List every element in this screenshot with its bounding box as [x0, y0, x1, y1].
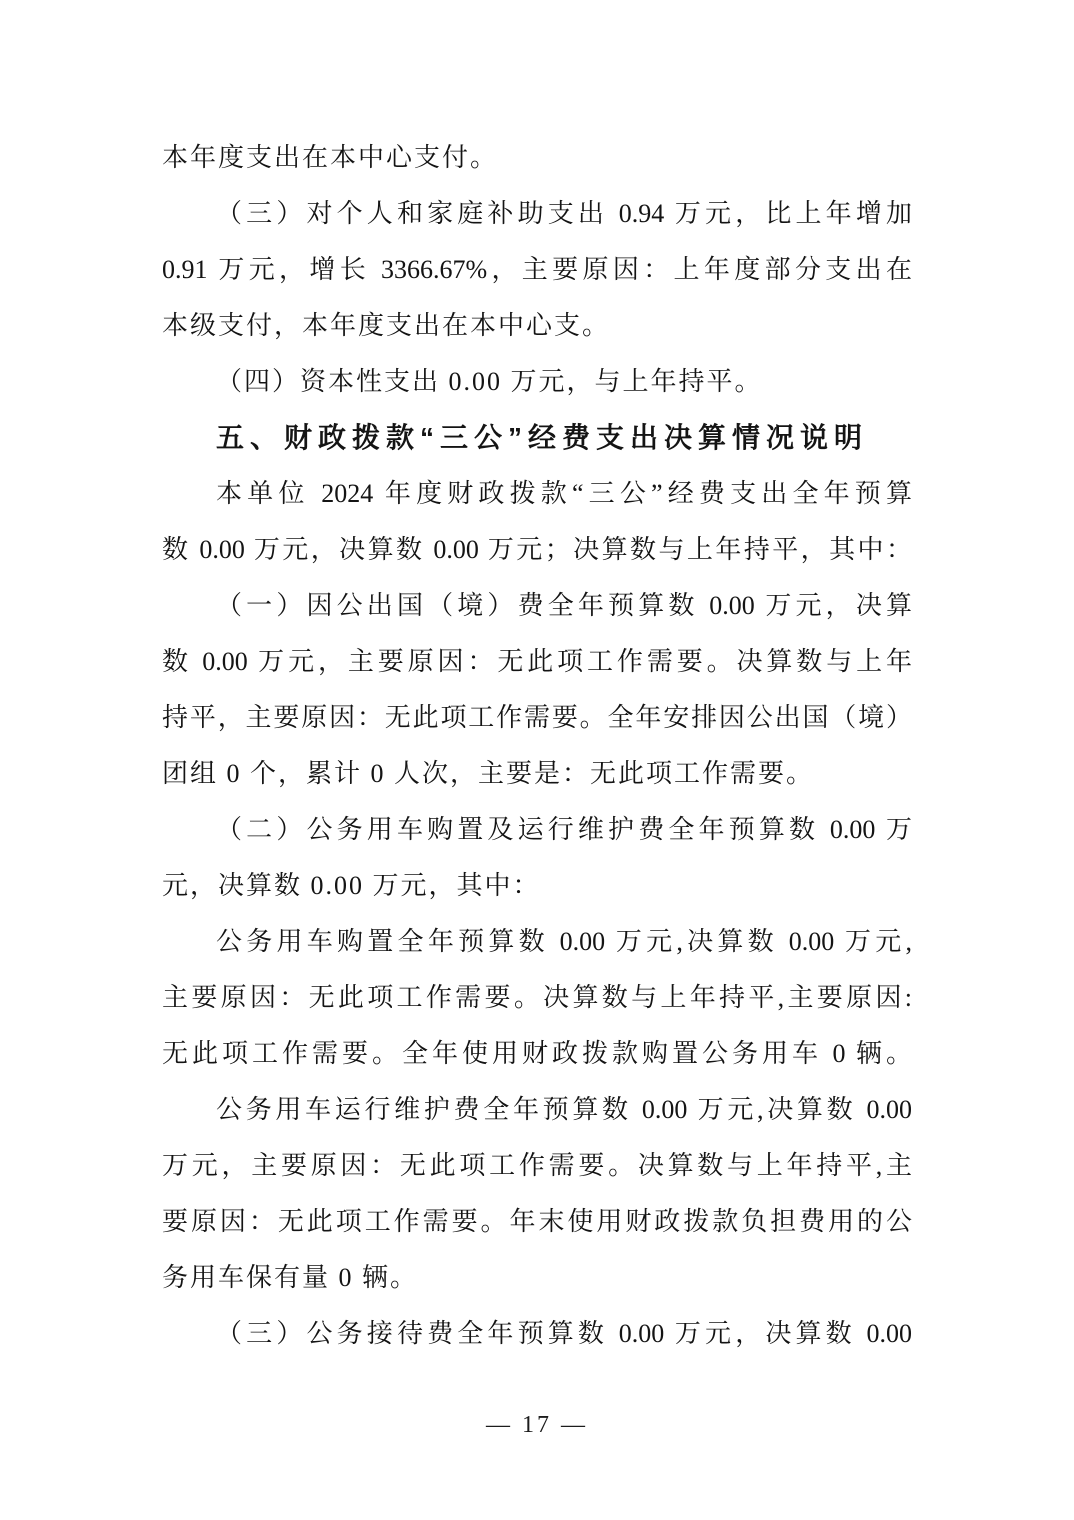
text-line: 主要原因：无此项工作需要。决算数与上年持平,主要原因: [162, 983, 912, 1012]
text-line: （二）公务用车购置及运行维护费全年预算数 0.00 万 [216, 815, 912, 844]
text-line: 本级支付，本年度支出在本中心支。 [162, 311, 611, 340]
text-line: 公务用车运行维护费全年预算数 0.00 万元,决算数 0.00 [216, 1095, 912, 1124]
text-line: 公务用车购置全年预算数 0.00 万元,决算数 0.00 万元, [216, 927, 912, 956]
text-line: 万元，主要原因：无此项工作需要。决算数与上年持平,主 [162, 1151, 912, 1180]
text-line: 无此项工作需要。全年使用财政拨款购置公务用车 0 辆。 [162, 1039, 912, 1068]
text-line: 数 0.00 万元，决算数 0.00 万元；决算数与上年持平，其中： [162, 535, 912, 564]
text-line: 要原因：无此项工作需要。年末使用财政拨款负担费用的公 [162, 1207, 912, 1236]
text-line: 本年度支出在本中心支付。 [162, 143, 499, 172]
text-line: （三）对个人和家庭补助支出 0.94 万元，比上年增加 [216, 199, 912, 228]
text-line: 元，决算数 0.00 万元，其中： [162, 871, 541, 900]
text-line: （三）公务接待费全年预算数 0.00 万元，决算数 0.00 [216, 1319, 912, 1348]
text-line: （四）资本性支出 0.00 万元，与上年持平。 [216, 367, 763, 396]
text-line: 持平，主要原因：无此项工作需要。全年安排因公出国（境） [162, 703, 912, 732]
page-number: — 17 — [486, 1412, 588, 1438]
text-line: 团组 0 个，累计 0 人次，主要是：无此项工作需要。 [162, 759, 815, 788]
text-line: 本单位 2024 年度财政拨款“三公”经费支出全年预算 [216, 479, 912, 508]
text-line: 务用车保有量 0 辆。 [162, 1263, 419, 1292]
text-line: 数 0.00 万元，主要原因：无此项工作需要。决算数与上年 [162, 647, 912, 676]
document-text-block [162, 130, 912, 1362]
section-heading: 五、财政拨款“三公”经费支出决算情况说明 [216, 422, 869, 453]
text-line: （一）因公出国（境）费全年预算数 0.00 万元，决算 [216, 591, 912, 620]
text-line: 0.91 万元，增长 3366.67%，主要原因：上年度部分支出在 [162, 255, 912, 284]
